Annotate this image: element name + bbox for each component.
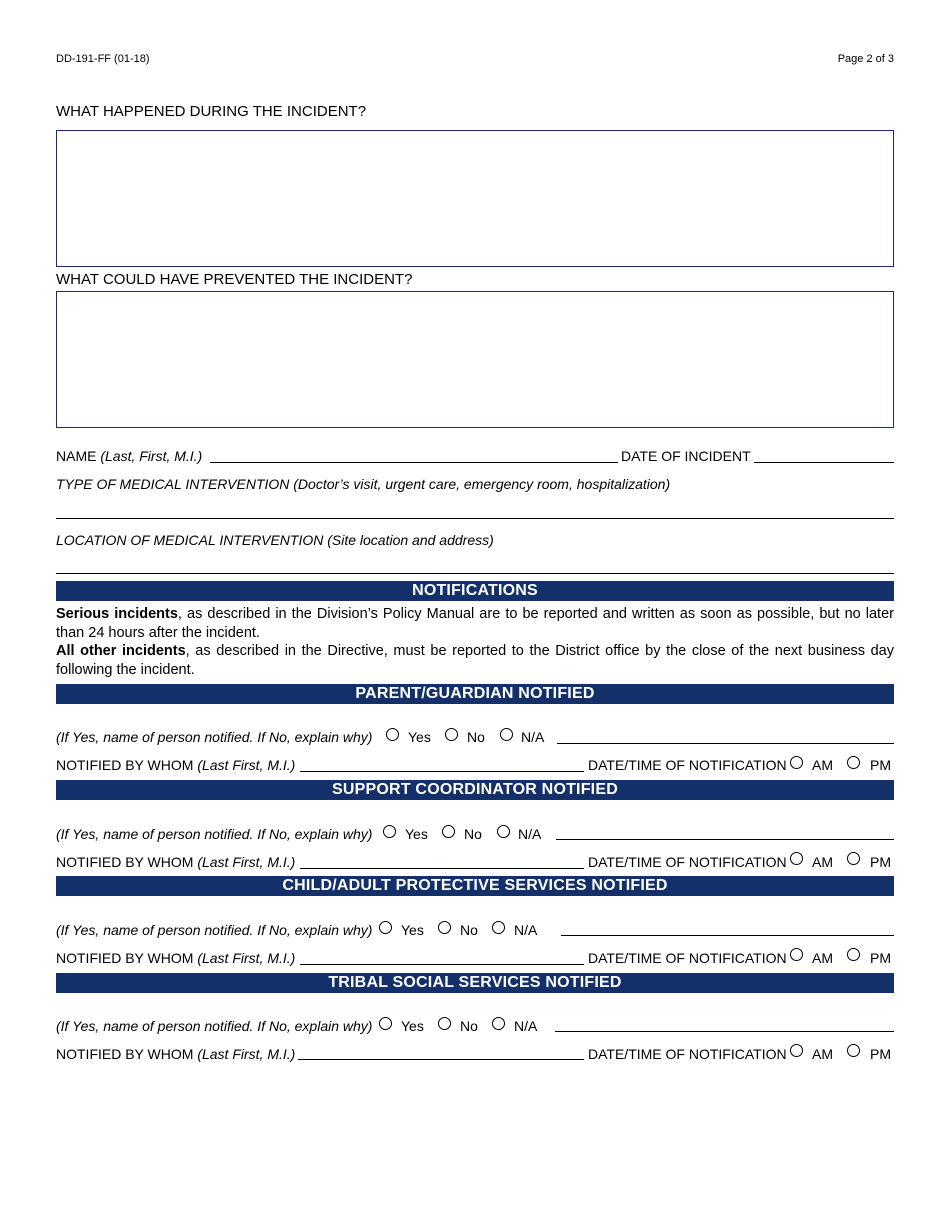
parent-no-radio[interactable] [445, 728, 458, 741]
parent-notified-by-label [56, 757, 295, 773]
sc-am-radio[interactable] [790, 852, 803, 865]
parent-person-line[interactable] [557, 743, 894, 744]
ps-am-label: AM [812, 950, 833, 966]
ts-yes-label: Yes [401, 1018, 424, 1034]
sc-pm-radio[interactable] [847, 852, 860, 865]
parent-no-label: No [467, 729, 485, 745]
parent-pm-label: PM [870, 757, 891, 773]
other-incidents-paragraph [56, 642, 894, 679]
medical-type-label: TYPE OF MEDICAL INTERVENTION (Doctor’s visit, urgent care, emergency room, hospitalization) [56, 476, 671, 492]
sc-am-label: AM [812, 854, 833, 870]
ts-am-label: AM [812, 1046, 833, 1062]
parent-am-label: AM [812, 757, 833, 773]
ts-if-yes-label: (If Yes, name of person notified. If No, explain why) [56, 1018, 373, 1034]
sc-no-label: No [464, 826, 482, 842]
parent-yes-label: Yes [408, 729, 431, 745]
what-happened-label: WHAT HAPPENED DURING THE INCIDENT? [56, 103, 367, 120]
parent-if-yes-label: (If Yes, name of person notified. If No, explain why) [56, 729, 373, 745]
ts-no-radio[interactable] [438, 1017, 451, 1030]
name-input-line[interactable] [210, 462, 618, 463]
sc-notified-by-line[interactable] [300, 868, 584, 869]
ps-notified-by-hint: (Last First, M.I.) [197, 950, 296, 966]
ps-yes-label: Yes [401, 922, 424, 938]
parent-notified-by-text: NOTIFIED BY WHOM [56, 757, 194, 773]
ps-na-label: N/A [514, 922, 538, 938]
parent-guardian-header: PARENT/GUARDIAN NOTIFIED [56, 684, 894, 704]
sc-yes-label: Yes [405, 826, 428, 842]
ts-na-label: N/A [514, 1018, 538, 1034]
ts-datetime-label: DATE/TIME OF NOTIFICATION [588, 1046, 787, 1062]
ps-if-yes-label: (If Yes, name of person notified. If No, explain why) [56, 922, 373, 938]
sc-notified-by-text: NOTIFIED BY WHOM [56, 854, 194, 870]
what-happened-textarea[interactable] [56, 130, 894, 267]
parent-yes-radio[interactable] [386, 728, 399, 741]
ps-pm-radio[interactable] [847, 948, 860, 961]
ts-no-label: No [460, 1018, 478, 1034]
sc-datetime-label: DATE/TIME OF NOTIFICATION [588, 854, 787, 870]
sc-na-label: N/A [518, 826, 542, 842]
date-of-incident-line[interactable] [754, 462, 894, 463]
name-hint: (Last, First, M.I.) [100, 448, 203, 464]
parent-datetime-label: DATE/TIME OF NOTIFICATION [588, 757, 787, 773]
serious-incidents-paragraph [56, 605, 894, 642]
date-of-incident-label: DATE OF INCIDENT [621, 448, 751, 464]
ts-person-line[interactable] [555, 1031, 894, 1032]
ps-datetime-label: DATE/TIME OF NOTIFICATION [588, 950, 787, 966]
sc-if-yes-label: (If Yes, name of person notified. If No, explain why) [56, 826, 373, 842]
ps-am-radio[interactable] [790, 948, 803, 961]
what-prevented-label: WHAT COULD HAVE PREVENTED THE INCIDENT? [56, 271, 413, 288]
parent-am-radio[interactable] [790, 756, 803, 769]
sc-notified-by-label [56, 854, 295, 870]
parent-pm-radio[interactable] [847, 756, 860, 769]
ts-yes-radio[interactable] [379, 1017, 392, 1030]
medical-location-line[interactable] [56, 573, 894, 574]
name-label-group [56, 448, 202, 464]
name-label: NAME [56, 448, 97, 464]
ts-pm-radio[interactable] [847, 1044, 860, 1057]
ts-notified-by-text: NOTIFIED BY WHOM [56, 1046, 194, 1062]
what-prevented-textarea[interactable] [56, 291, 894, 428]
notifications-header: NOTIFICATIONS [56, 581, 894, 601]
tribal-services-header: TRIBAL SOCIAL SERVICES NOTIFIED [56, 973, 894, 993]
parent-na-radio[interactable] [500, 728, 513, 741]
sc-pm-label: PM [870, 854, 891, 870]
sc-yes-radio[interactable] [383, 825, 396, 838]
sc-notified-by-hint: (Last First, M.I.) [197, 854, 296, 870]
ps-person-line[interactable] [561, 935, 894, 936]
ps-no-radio[interactable] [438, 921, 451, 934]
ps-no-label: No [460, 922, 478, 938]
medical-type-line[interactable] [56, 518, 894, 519]
ps-pm-label: PM [870, 950, 891, 966]
parent-notified-by-line[interactable] [300, 771, 584, 772]
parent-notified-by-hint: (Last First, M.I.) [197, 757, 296, 773]
medical-location-label: LOCATION OF MEDICAL INTERVENTION (Site location and address) [56, 532, 494, 548]
parent-na-label: N/A [521, 729, 545, 745]
ts-am-radio[interactable] [790, 1044, 803, 1057]
other-incidents-text: , as described in the Directive, must be reported to the District office by the close of the next business day following the incident. [56, 643, 894, 678]
ts-notified-by-hint: (Last First, M.I.) [197, 1046, 296, 1062]
ts-na-radio[interactable] [492, 1017, 505, 1030]
ts-pm-label: PM [870, 1046, 891, 1062]
protective-services-header: CHILD/ADULT PROTECTIVE SERVICES NOTIFIED [56, 876, 894, 896]
ps-yes-radio[interactable] [379, 921, 392, 934]
ps-na-radio[interactable] [492, 921, 505, 934]
support-coordinator-header: SUPPORT COORDINATOR NOTIFIED [56, 780, 894, 800]
serious-incidents-bold: Serious incidents [56, 606, 178, 622]
page-number: Page 2 of 3 [837, 53, 894, 65]
sc-no-radio[interactable] [442, 825, 455, 838]
form-code: DD-191-FF (01-18) [56, 53, 150, 65]
sc-na-radio[interactable] [497, 825, 510, 838]
serious-incidents-text: , as described in the Division’s Policy Manual are to be reported and written as soon as possible, but no later than 24 hours after the incident. [56, 606, 894, 641]
ps-notified-by-line[interactable] [300, 964, 584, 965]
ps-notified-by-label [56, 950, 295, 966]
ts-notified-by-line[interactable] [298, 1059, 584, 1060]
sc-person-line[interactable] [556, 839, 894, 840]
other-incidents-bold: All other incidents [56, 643, 186, 659]
ts-notified-by-label [56, 1046, 295, 1062]
ps-notified-by-text: NOTIFIED BY WHOM [56, 950, 194, 966]
